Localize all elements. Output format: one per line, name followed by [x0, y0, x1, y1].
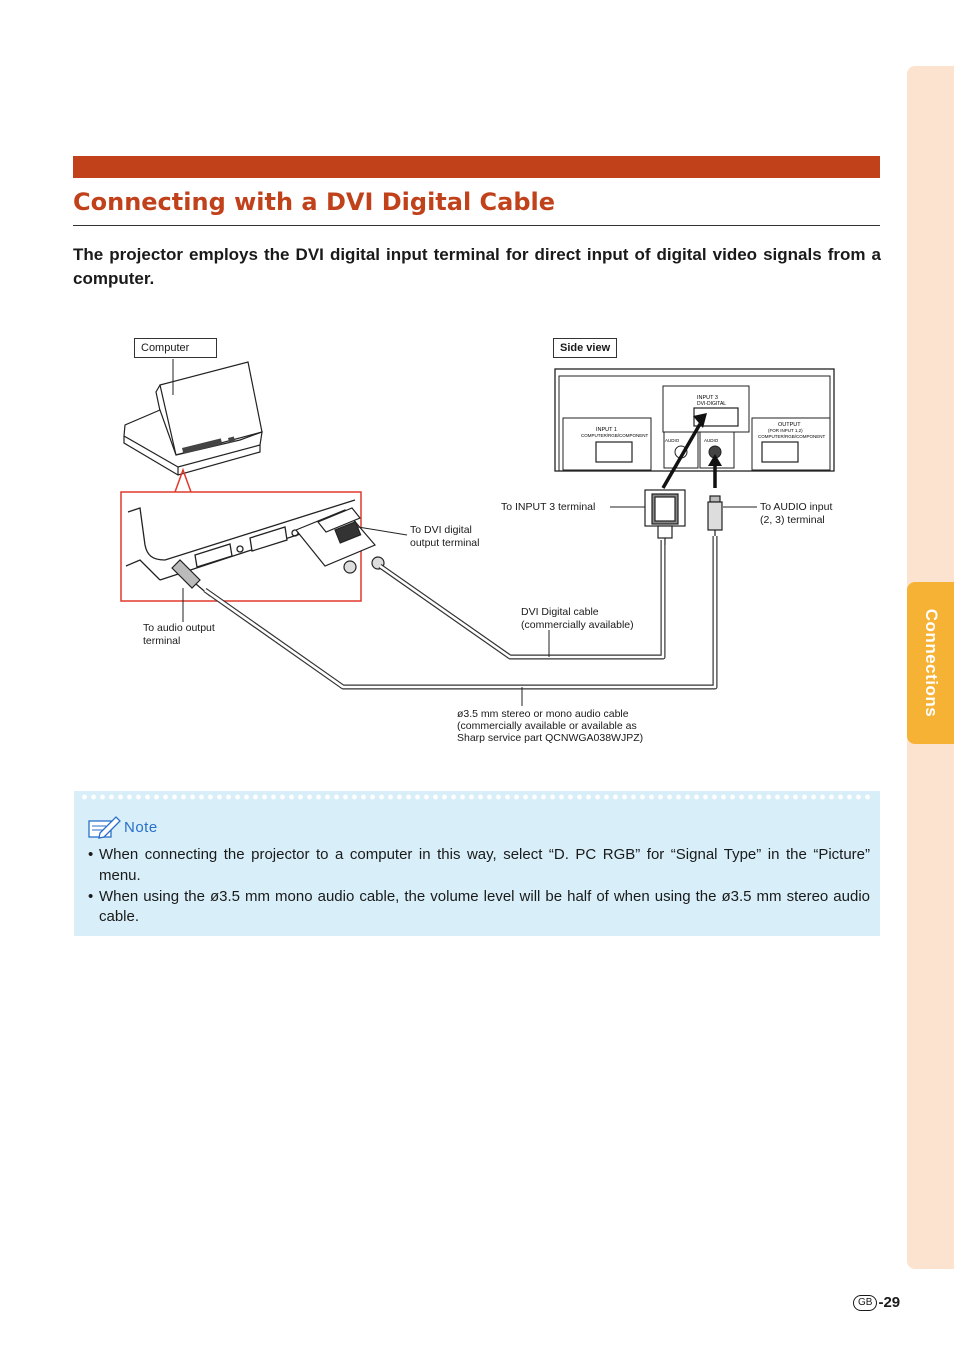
audio-input-label — [760, 501, 832, 527]
audio-plug-projector — [708, 496, 722, 540]
panel-dvi-digital-label: DVI-DIGITAL — [697, 401, 727, 407]
audio-cable — [205, 536, 715, 687]
panel-audio2-label: AUDIO — [704, 438, 719, 443]
page-title: Connecting with a DVI Digital Cable — [73, 188, 556, 216]
dvi-cable-label-line2: (commercially available) — [521, 619, 634, 631]
panel-rgb-component-label: COMPUTER/RGB/COMPONENT — [581, 433, 649, 438]
computer-label: Computer — [134, 338, 217, 358]
audio-cable-label-line2: (commercially available or available as — [457, 720, 637, 732]
note-item: • When using the ø3.5 mm mono audio cable, the volume level will be half of when using the ø3.5 mm stereo audio cable. — [88, 887, 870, 928]
note-dotted-border — [80, 794, 874, 800]
dvi-cable-label — [521, 606, 634, 632]
dvi-arrow — [663, 424, 700, 488]
panel-audio-label: AUDIO — [665, 438, 680, 443]
page-number — [853, 1294, 900, 1311]
panel-rgb-component2-label: COMPUTER/RGB/COMPONENT — [758, 434, 826, 439]
panel-input1-label: INPUT 1 — [596, 427, 617, 433]
side-view-label: Side view — [553, 338, 617, 358]
audio-input-label-line2: (2, 3) terminal — [760, 514, 825, 526]
note-header — [86, 812, 158, 842]
note-pencil-icon — [86, 813, 122, 841]
audio-output-label-line2: terminal — [143, 635, 181, 647]
dvi-cable-label-line1: DVI Digital cable — [521, 606, 599, 618]
audio-input-label-line1: To AUDIO input — [760, 501, 833, 513]
note-list — [88, 845, 870, 928]
note-title: Note — [124, 818, 158, 836]
audio-cable-label-line1: ø3.5 mm stereo or mono audio cable — [457, 708, 629, 720]
dvi-cable — [380, 540, 663, 657]
dvi-output-label-line1: To DVI digital — [410, 524, 472, 536]
dvi-plug-laptop — [296, 508, 384, 573]
page-number-value: -29 — [878, 1294, 901, 1311]
panel-input3-label: INPUT 3 — [697, 395, 718, 401]
panel-for-input-label: (FOR INPUT 1,2) — [768, 428, 803, 433]
gb-badge: GB — [853, 1295, 877, 1311]
audio-output-label — [143, 622, 215, 648]
dvi-plug-projector — [645, 490, 685, 545]
panel-output-label: OUTPUT — [778, 422, 801, 428]
projector-side-panel — [555, 369, 834, 471]
note-item: • When connecting the projector to a computer in this way, select “D. PC RGB” for “Signal Type” in the “Picture” menu. — [88, 845, 870, 886]
laptop-illustration — [124, 362, 262, 475]
input3-terminal-label: To INPUT 3 terminal — [501, 501, 596, 513]
dvi-output-label-line2: output terminal — [410, 537, 480, 549]
audio-cable-label-line3: Sharp service part QCNWGA038WJPZ) — [457, 732, 644, 744]
audio-output-label-line1: To audio output — [143, 622, 215, 634]
section-tab-label: Connections — [922, 608, 941, 718]
intro-text: The projector employs the DVI digital input terminal for direct input of digital video signals from a computer. — [73, 245, 881, 288]
dvi-output-label — [410, 524, 479, 550]
audio-cable-label — [457, 708, 643, 744]
